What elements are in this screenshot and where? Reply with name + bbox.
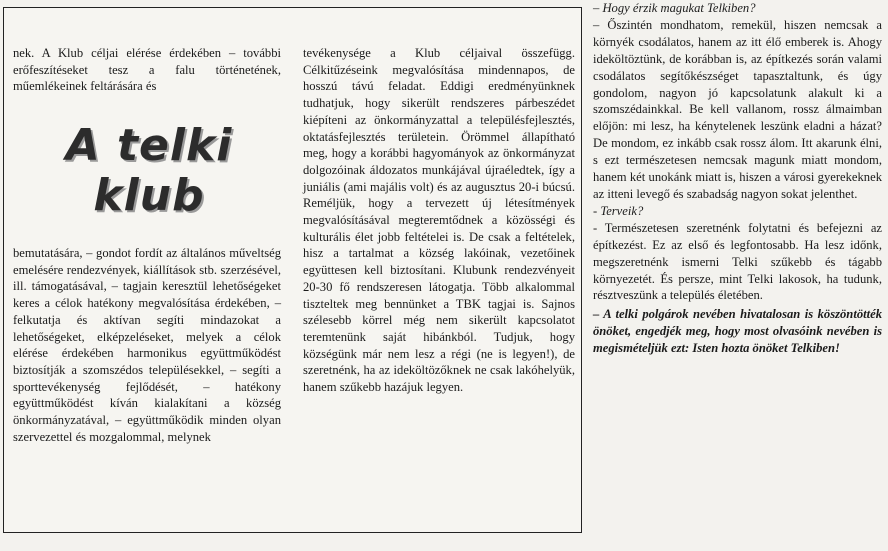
article-text: tevékenysége a Klub céljaival összefügg. Célkitűzéseink megvalósítása mindennapos, de hosszú távú feladat. Eddigi eredményünknek tudhatjuk, hogy sikerült rendszeres párbeszédet kiépíteni az önkormányzattal a településfejlesztés, oktatásfejlesztés területein. Örömmel állapítható meg, hogy a korábbi hagyományok az önkormányzat dolgozóinak áldozatos munkájával újraéledtek, így a juniális (ami majális volt) és az augusztus 20-i búcsú. Reméljük, hogy a tervezett új létesítmények megvalósításával megteremtődnek a közösségi és kulturális élet jobb feltételei is. De csak a feltételek, hisz a tartalmat a község lakóinak, vezetőinek együttesen kell biztosítani. Klubunk rendezvényeit 20-30 fő rendszeresen látogatja. Több alkalommal tiszteltek meg bennünket a TBK tagjai is. Sajnos szélesebb körrel még nem sikerült kapcsolatot teremtenünk saját hibánkból. Tudjuk, hogy községünk már nem lesz a régi (ne is legyen!), de szeretnénk, ha az ideköltözőknek ne csak lakóhelyük, hanem szűkebb hazájuk legyen. [303, 46, 575, 395]
article-column-2 [303, 45, 575, 396]
title-line-1: A telki [65, 120, 233, 171]
interview-question: – Hogy érzik magukat Telkiben? [593, 1, 756, 15]
interview-column [593, 0, 882, 357]
title-line-2: klub [93, 170, 205, 221]
article-box [3, 7, 582, 533]
interview-answer: – Őszintén mondhatom, remekül, hiszen nemcsak a környék csodálatos, hanem az itt élő emberek is. Ahogy ideköltöztünk, de korábban is, az építkezés során valami csodálatos segítőkészséget tapasztaltunk, és úgy gondolom, nagyon jó kapcsolatunk alakult ki a szomszédainkkal. Be kell vallanom, rossz álmaimban előjön: mi lesz, ha kénytelenek leszünk eladni a házat? De mondom, ez inkább csak rossz álom. Itt akarunk élni, s ezt természetesen nemcsak magunk miatt mondom, hanem két unokánk miatt is, hiszen a városi gyerekeknek az itteni levegő és szabadság nagyon sokat jelenthet. [593, 17, 882, 201]
article-column-1-bottom [13, 245, 281, 445]
interview-closing: – A telki polgárok nevében hivatalosan is köszöntötték önöket, engedjék meg, hogy most olvasóink nevében is megismételjük ezt: Isten hozta önöket Telkiben! [593, 307, 882, 356]
article-text: nek. A Klub céljai elérése érdekében – további erőfeszítéseket tesz a falu történetének, műemlékeinek feltárására és [13, 46, 281, 94]
article-title [14, 121, 284, 221]
interview-question: - Terveik? [593, 203, 644, 218]
article-column-1-top [13, 45, 281, 95]
interview-answer: - Természetesen szeretnénk folytatni és befejezni az építkezést. Ez az első és legfontosabb. Ha lesz időnk, megszeretnénk ismerni Telki szűkebb és tágabb környezetét. És persze, mint Telki lakosok, ha tudunk, résztveszünk a település életében. [593, 220, 882, 303]
article-text: bemutatására, – gondot fordít az általános műveltség emelésére rendezvények, kiállítások stb. szerzésével, ill. támogatásával, – tagjain keresztül lehetőségeket keres a célok hatékony megvalósítása érdekében, – felkutatja és aktívan segíti mindazokat a lehetőségeket, elképzeléseket, melyek a célok elérése érdekében harmonikus együttműködést biztosítják a szomszédos településekkel, – segíti a sporttevékenység fejlődését, – hatékony együttműködést kíván kialakítani a község önkormányzatával, – együttműködik minden olyan szervezettel és mozgalommal, melynek [13, 246, 281, 444]
